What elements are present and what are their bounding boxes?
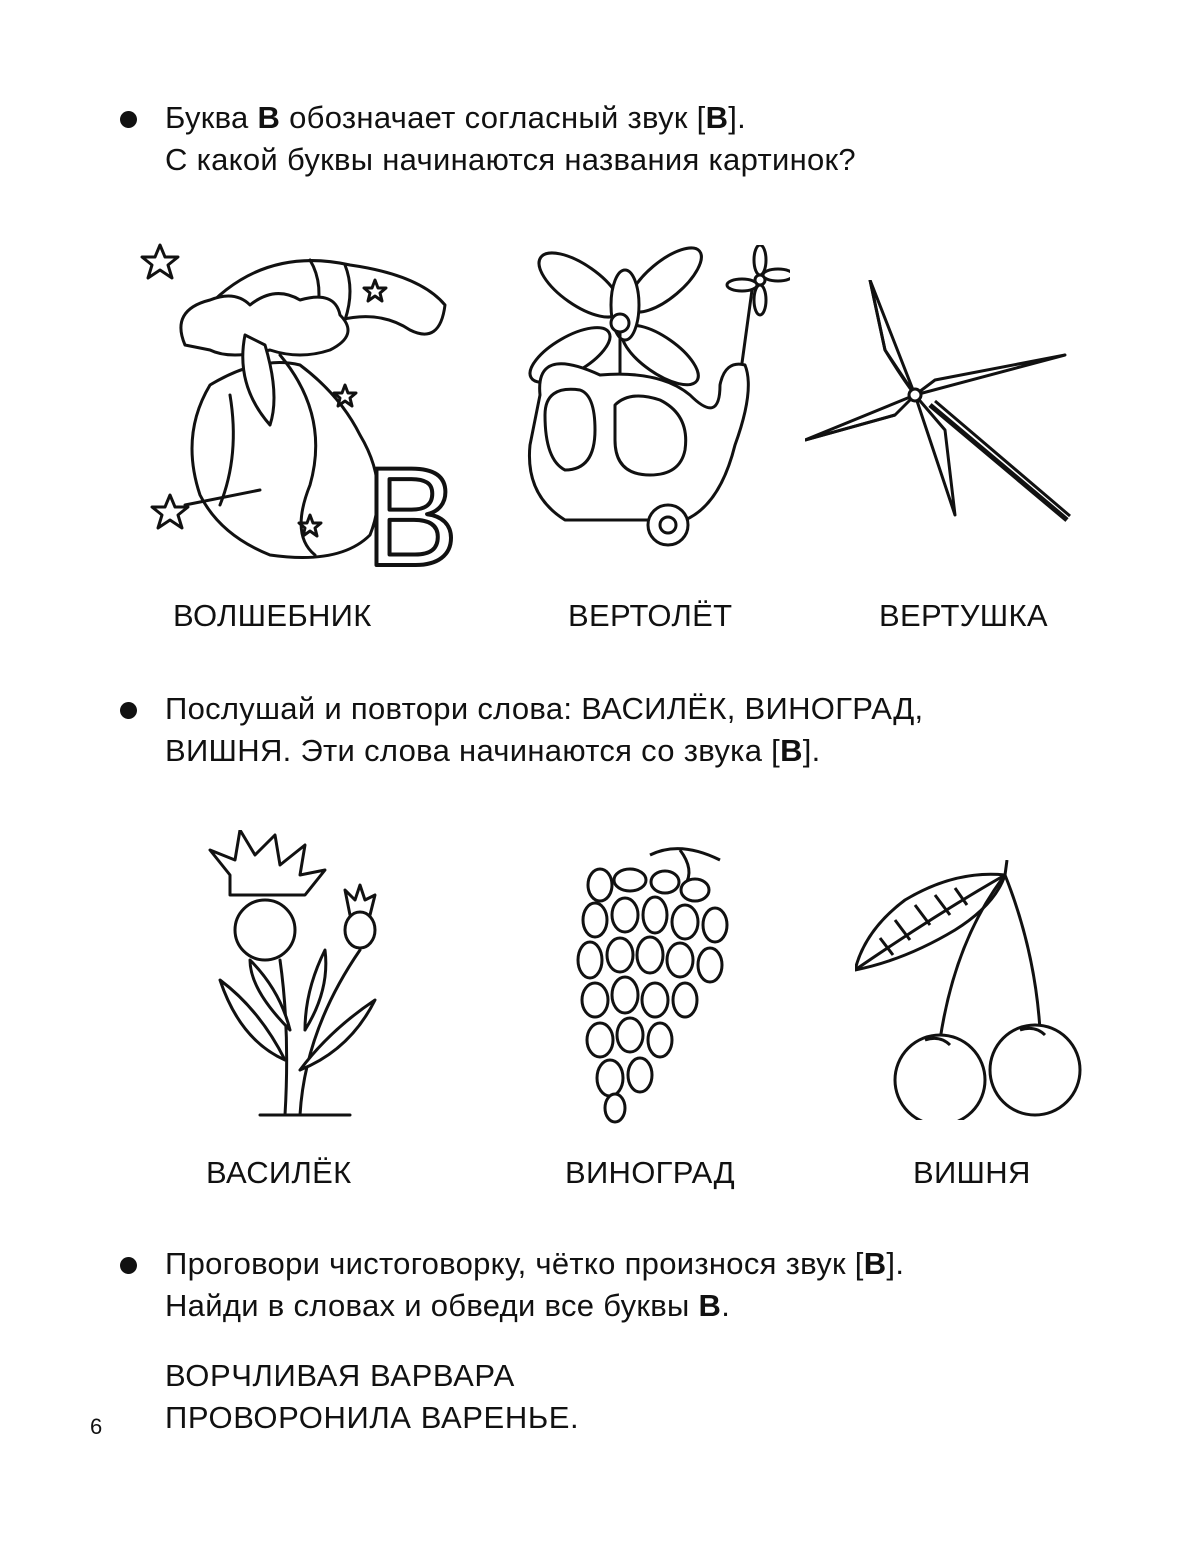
caption-pinwheel: ВЕРТУШКА <box>879 598 1048 633</box>
caption-cherry: ВИШНЯ <box>913 1155 1031 1190</box>
task2-line1: Послушай и повтори слова: ВАСИЛЁК, ВИНОГРАД, <box>165 691 924 726</box>
task3-text-c: Найди в словах и обведи все буквы <box>165 1288 699 1323</box>
task3-text-a: Проговори чистоговорку, чётко произнося звук [ <box>165 1246 864 1281</box>
task3-letter: В <box>698 1288 722 1323</box>
task1-question: С какой буквы начинаются названия картинок? <box>165 142 856 177</box>
caption-cornflower: ВАСИЛЁК <box>206 1155 352 1190</box>
task2-sound: В <box>780 733 803 768</box>
helicopter-picture <box>520 245 790 555</box>
task3-text <box>165 1243 904 1327</box>
tongue-twister-line2: ПРОВОРОНИЛА ВАРЕНЬЕ. <box>165 1400 580 1435</box>
task2-text-b: ]. <box>802 733 821 768</box>
cornflower-picture <box>200 830 395 1120</box>
tongue-twister-line1: ВОРЧЛИВАЯ ВАРВАРА <box>165 1358 515 1393</box>
task2-text <box>165 688 923 772</box>
task3-sound: В <box>863 1246 887 1281</box>
bullet-task3 <box>120 1257 137 1274</box>
bullet-task1 <box>120 111 137 128</box>
task2-text-a: ВИШНЯ. Эти слова начинаются со звука [ <box>165 733 781 768</box>
task1-text-a: Буква <box>165 100 258 135</box>
task1-sound: В <box>705 100 729 135</box>
task3-text-b: ]. <box>886 1246 905 1281</box>
wizard-picture <box>140 235 460 575</box>
wizard-letter: В <box>365 438 459 575</box>
grapes-picture <box>570 840 740 1125</box>
caption-wizard: ВОЛШЕБНИК <box>173 598 372 633</box>
bullet-task2 <box>120 702 137 719</box>
task3-text-d: . <box>721 1288 731 1323</box>
tongue-twister <box>165 1355 579 1439</box>
cherry-picture <box>855 860 1085 1120</box>
caption-grapes: ВИНОГРАД <box>565 1155 735 1190</box>
task1-text-b: обозначает согласный звук [ <box>280 100 706 135</box>
task1-letter: В <box>257 100 281 135</box>
caption-helicopter: ВЕРТОЛЁТ <box>568 598 733 633</box>
task1-text-c: ]. <box>728 100 747 135</box>
pinwheel-picture <box>805 280 1075 530</box>
page-number: 6 <box>90 1414 103 1439</box>
task1-text <box>165 97 856 181</box>
